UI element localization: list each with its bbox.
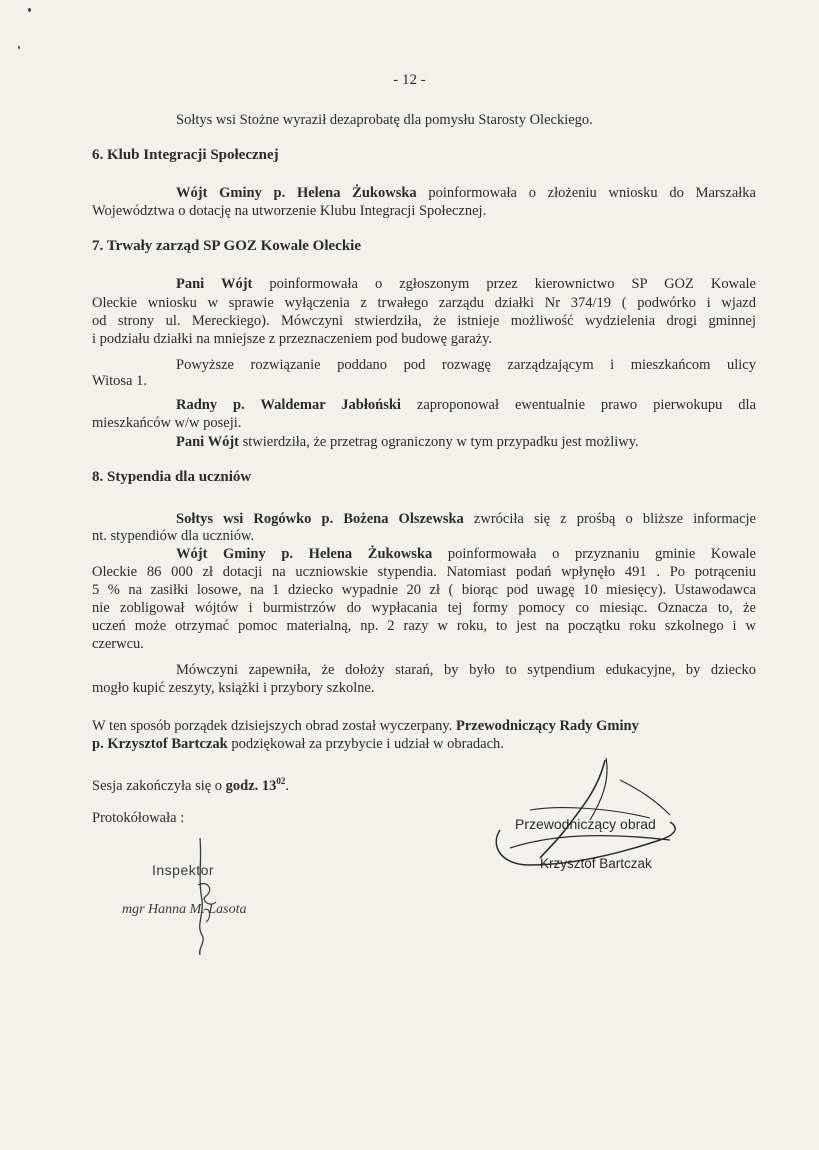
text-run: poinformowała o przyznaniu gminie Kowale: [432, 546, 756, 562]
s7-paragraph-line: [176, 397, 756, 414]
s7-paragraph-line: mieszkańców w/w poseji.: [92, 415, 242, 431]
speaker-name: Wójt Gminy p. Helena Żukowska: [176, 185, 417, 201]
stamp-left-name: mgr Hanna M. Lasota: [122, 902, 247, 917]
text-run: .: [285, 777, 290, 794]
s7-paragraph-line: od strony ul. Mereckiego). Mówczyni stwierdziła, że istnieje możliwość wydzielenia drogi gminnej: [92, 313, 756, 329]
end-time: godz. 13: [225, 777, 277, 794]
chairman-title: Przewodniczący Rady Gminy: [456, 718, 639, 734]
s8-paragraph-line: Mówczyni zapewniła, że dołoży starań, by było to sytpendium edukacyjne, by dziecko: [176, 662, 756, 678]
signature-right: [470, 740, 700, 890]
section-6-heading: 6. Klub Integracji Społecznej: [92, 147, 279, 163]
s8-paragraph-line: uczeń może otrzymać pomoc materialną, np. 2 razy w roku, to jest na początku roku szkolnego i w: [92, 618, 756, 634]
scan-speck: [18, 46, 20, 49]
s8-paragraph-line: czerwcu.: [92, 636, 144, 652]
s7-paragraph-line: Powyższe rozwiązanie poddano pod rozwagę zarządzającym i mieszkańcom ulicy: [176, 357, 756, 373]
page-number: - 12 -: [393, 72, 426, 88]
text-run: zaproponował ewentualnie prawo pierwokupu dla: [400, 397, 757, 413]
section-8-heading: 8. Stypendia dla uczniów: [92, 469, 252, 485]
closing-line: [92, 736, 504, 753]
scan-speck: [28, 8, 31, 12]
text-run: poinformowała o zgłoszonym przez kierownictwo SP GOZ Kowale: [252, 276, 756, 292]
speaker-name: Sołtys wsi Rogówko p. Bożena Olszewska: [176, 511, 464, 527]
stamp-right-title: Przewodniczący obrad: [515, 816, 656, 832]
section-7-heading: 7. Trwały zarząd SP GOZ Kowale Oleckie: [92, 238, 362, 254]
text-run: stwierdziła, że przetrag ograniczony w tym przypadku jest możliwy.: [238, 434, 639, 450]
session-end-line: [92, 773, 289, 795]
stamp-right-name: Krzysztof Bartczak: [540, 856, 652, 871]
speaker-name: Pani Wójt: [176, 276, 253, 292]
text-run: Sesja zakończyła się o: [92, 777, 226, 794]
text-run: poinformowała o złożeniu wniosku do Marszałka: [416, 185, 756, 201]
s7-paragraph-line: Witosa 1.: [92, 373, 147, 389]
speaker-name: Radny p. Waldemar Jabłoński: [176, 397, 401, 413]
s7-paragraph-line: i podziału działki na mniejsze z przeznaczeniem pod budowę garaży.: [92, 331, 493, 347]
s8-paragraph-line: [176, 546, 756, 563]
text-run: zwróciła się z prośbą o bliższe informacje: [463, 511, 756, 527]
s8-paragraph-line: [176, 511, 756, 528]
s6-paragraph-line: [176, 185, 756, 202]
speaker-name: Wójt Gminy p. Helena Żukowska: [176, 546, 433, 562]
text-run: W ten sposób porządek dzisiejszych obrad został wyczerpany.: [92, 718, 456, 734]
end-time-minutes: 02: [276, 776, 286, 786]
s8-paragraph-line: mogło kupić zeszyty, książki i przybory szkolne.: [92, 680, 375, 696]
stamp-left-title: Inspektor: [152, 862, 215, 878]
s8-paragraph-line: 5 % na zasiłki losowe, na 1 dziecko wypadnie 20 zł ( biorąc pod uwagę 10 miesięcy). Ustawodawca: [92, 582, 756, 598]
s6-paragraph-line: Województwa o dotację na utworzenie Klubu Integracji Społecznej.: [92, 203, 487, 219]
closing-line: [92, 718, 639, 735]
s8-paragraph-line: Oleckie 86 000 zł dotacji na uczniowskie stypendia. Natomiast podań wpłynęło 491 . Po potrąceniu: [92, 564, 756, 580]
s8-paragraph-line: nie zobligował wójtów i burmistrzów do wypłacania tej formy pomocy co miesiąc. Oznacza to, że: [92, 600, 756, 616]
chairman-name: p. Krzysztof Bartczak: [92, 736, 228, 752]
s7-paragraph-line: [176, 434, 639, 451]
s7-paragraph-line: Oleckie wniosku w sprawie wyłączenia z trwałego zarządu działki Nr 374/19 ( podwórko i wjazd: [92, 295, 756, 311]
intro-line: Sołtys wsi Stożne wyraził dezaprobatę dla pomysłu Starosty Oleckiego.: [176, 112, 593, 128]
protocol-label: Protokółowała :: [92, 810, 185, 826]
s7-paragraph-line: [176, 276, 756, 293]
s8-paragraph-line: nt. stypendiów dla uczniów.: [92, 528, 255, 544]
speaker-name: Pani Wójt: [176, 434, 239, 450]
text-run: podziękował za przybycie i udział w obradach.: [227, 736, 504, 752]
signature-left: [180, 830, 240, 960]
